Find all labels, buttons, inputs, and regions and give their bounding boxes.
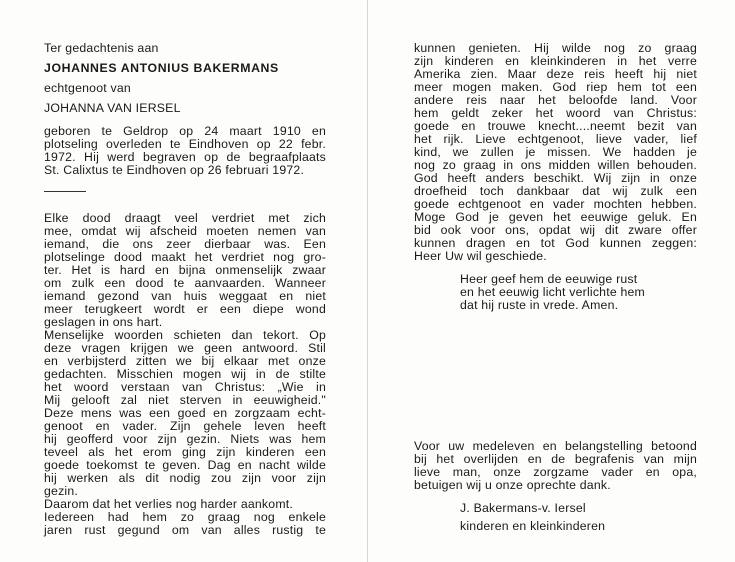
card-fold bbox=[367, 0, 368, 562]
bio-line: plotseling overleden te Eindhoven op 22 febr. bbox=[44, 137, 326, 151]
text-line: ter. Het is hard en bijna onmenselijk zwaar bbox=[44, 263, 326, 277]
text-line: Mij gelooft zal niet sterven in eeuwigheid." bbox=[44, 393, 326, 407]
text-line: en verbijsterd zitten we bij elkaar met onze bbox=[44, 354, 326, 368]
text-line: kunnen dragen en tot God kunnen zeggen: bbox=[414, 236, 697, 250]
text-line: zijn kinderen en kleinkinderen in het verre bbox=[414, 54, 697, 68]
bio-line: geboren te Geldrop op 24 maart 1910 en bbox=[44, 124, 326, 138]
text-line: Iedereen had hem zo graag nog enkele bbox=[44, 510, 326, 524]
text-line: andere reis naar het beloofde land. Voor bbox=[414, 93, 697, 107]
text-line: teveel als het erom ging zijn kinderen een bbox=[44, 445, 326, 459]
text-line: droefheid toch dankbaar dat wij zulk een bbox=[414, 184, 697, 198]
text-line: goede en trouwe knecht....neemt bezit van bbox=[414, 119, 697, 133]
verse-line: en het eeuwig licht verlichte hem bbox=[460, 285, 646, 299]
text-line: Heer Uw wil geschiede. bbox=[414, 249, 547, 263]
text-line: geslagen in ons hart. bbox=[44, 315, 163, 329]
intro-text: Ter gedachtenis aan bbox=[44, 41, 159, 55]
text-line: goede toekomst te geven. Dag en nacht wilde bbox=[44, 458, 326, 472]
deceased-name: JOHANNES ANTONIUS BAKERMANS bbox=[44, 61, 279, 75]
text-line: Moge God je geven het eeuwige geluk. En bbox=[414, 210, 697, 224]
text-line: genoot en vader. Zijn gehele leven heeft bbox=[44, 419, 326, 433]
text-line: iemand, die ons zeer dierbaar was. Een bbox=[44, 237, 326, 251]
text-line: Daarom dat het verlies nog harder aankomt. bbox=[44, 497, 293, 511]
text-line: kunnen genieten. Hij wilde nog zo graag bbox=[414, 41, 697, 55]
bio-paragraph bbox=[44, 125, 326, 177]
text-line: hem geldt zeker het woord van Christus: bbox=[414, 106, 697, 120]
bio-line: 1972. Hij werd begraven op de begraafplaats bbox=[44, 150, 326, 164]
text-line: het rijk. Lieve echtgenoot, lieve vader, lief bbox=[414, 132, 697, 146]
text-line: hij geofferd voor zijn gezin. Niets was hem bbox=[44, 432, 326, 446]
text-line: plotselinge dood maakt het verdriet nog gro- bbox=[44, 250, 326, 264]
thanks-paragraph bbox=[414, 440, 697, 492]
verse-line: dat hij ruste in vrede. Amen. bbox=[460, 298, 619, 312]
text-line: kind, we zullen je missen. We hadden je bbox=[414, 145, 697, 159]
text-line: Deze mens was een goed en zorgzaam echt- bbox=[44, 406, 326, 420]
text-line: gedachten. Misschien mogen wij in de stilte bbox=[44, 367, 326, 381]
right-body-text bbox=[414, 42, 697, 263]
text-line: mee, omdat wij afscheid moeten nemen van bbox=[44, 224, 326, 238]
text-line: om zulk een dood te aanvaarden. Wanneer bbox=[44, 276, 326, 290]
text-line: God heeft anders beschikt. Wij zijn in onze bbox=[414, 171, 697, 185]
right-panel bbox=[414, 42, 697, 533]
text-line: nog zo graag in ons midden willen behouden. bbox=[414, 158, 697, 172]
spouse-label: echtgenoot van bbox=[44, 81, 131, 95]
text-line: Menselijke woorden schieten dan tekort. Op bbox=[44, 328, 326, 342]
text-line: goede echtgenoot en vader mochten hebben. bbox=[414, 197, 697, 211]
spouse-name: JOHANNA VAN IERSEL bbox=[44, 101, 181, 115]
text-line: gezin. bbox=[44, 484, 79, 498]
signature-block bbox=[414, 502, 697, 533]
signature-name: J. Bakermans-v. Iersel bbox=[460, 501, 586, 515]
left-panel bbox=[44, 42, 326, 537]
thanks-line: bij het overlijden en de begrafenis van mijn bbox=[414, 452, 697, 466]
text-line: meer mogen maken. God riep hem tot een bbox=[414, 80, 697, 94]
text-line: deze vragen krijgen we geen antwoord. Stil bbox=[44, 341, 326, 355]
text-line: bid ook voor ons, opdat wij dit zware offer bbox=[414, 223, 697, 237]
text-line: Amerika zien. Maar deze reis heeft hij niet bbox=[414, 67, 697, 81]
thanks-line: lieve man, onze zorgzame vader en opa, bbox=[414, 465, 697, 479]
text-line: meer terugkeert wordt er een diepe wond bbox=[44, 302, 326, 316]
thanks-line: Voor uw medeleven en belangstelling betoond bbox=[414, 439, 697, 453]
signature-family: kinderen en kleinkinderen bbox=[460, 519, 606, 533]
text-line: jaren rust gegund om van alles rustig te bbox=[44, 523, 326, 537]
prayer-verse bbox=[414, 273, 697, 312]
left-body-text bbox=[44, 212, 326, 537]
text-line: hij werken als dit nodig zou zijn voor zijn bbox=[44, 471, 326, 485]
text-line: iemand gezond van huis weggaat en niet bbox=[44, 289, 326, 303]
verse-line: Heer geef hem de eeuwige rust bbox=[460, 272, 638, 286]
text-line: Elke dood draagt veel verdriet met zich bbox=[44, 211, 326, 225]
bio-line: St. Calixtus te Eindhoven op 26 februari 1972. bbox=[44, 163, 305, 177]
text-line: het woord verstaan van Christus: „Wie in bbox=[44, 380, 326, 394]
thanks-line: betuigen wij u onze oprechte dank. bbox=[414, 478, 611, 492]
separator-line bbox=[44, 191, 86, 192]
